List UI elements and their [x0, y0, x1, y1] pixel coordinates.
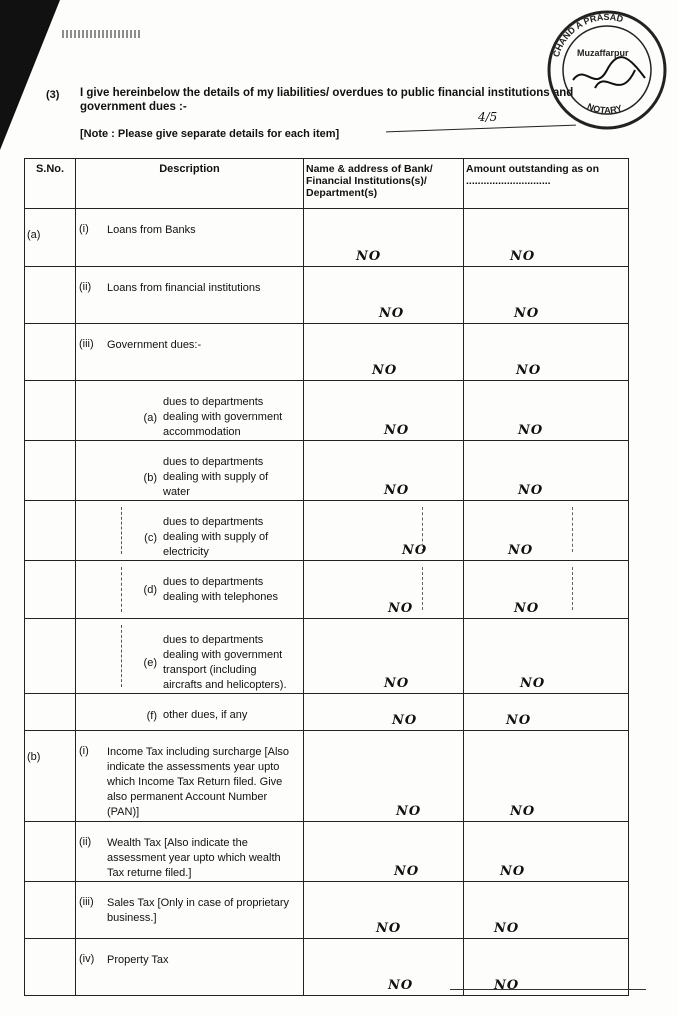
row-description — [76, 822, 304, 882]
handwritten-bank-entry: NO — [396, 804, 422, 819]
handwritten-bank-entry: NO — [384, 483, 410, 498]
row-description — [76, 381, 304, 441]
row-bank — [304, 209, 464, 267]
row-description — [76, 731, 304, 822]
row-bank — [304, 939, 464, 996]
row-sub-label: (d) — [143, 584, 157, 596]
handwritten-amount-entry: NO — [494, 978, 520, 993]
row-amount — [464, 939, 629, 996]
handwritten-amount-entry: NO — [520, 676, 546, 691]
handwritten-bank-entry: NO — [388, 978, 414, 993]
row-description — [76, 939, 304, 996]
row-text: dues to departments dealing with supply of electricity — [163, 516, 269, 558]
row-description — [76, 324, 304, 381]
handwritten-amount-entry: NO — [510, 804, 536, 819]
handwritten-bank-entry: NO — [394, 864, 420, 879]
row-sub-label: (c) — [144, 531, 157, 544]
handwritten-bank-entry: NO — [372, 363, 398, 378]
row-description — [76, 501, 304, 561]
row-number — [76, 515, 107, 560]
row-sno — [25, 381, 76, 441]
header-bank: Name & address of Bank/ Financial Institutions(s)/ Department(s) — [304, 159, 464, 209]
row-number — [76, 633, 107, 693]
table-row — [25, 267, 629, 324]
row-text: Income Tax including surcharge [Also indicate the assessments year upto which Income Tax Return filed. Give also permanent Account Number (PAN)] — [107, 746, 290, 818]
handwritten-amount-entry: NO — [518, 423, 544, 438]
bracket-mark — [121, 625, 122, 687]
handwritten-amount-entry: NO — [516, 363, 542, 378]
row-bank — [304, 267, 464, 324]
row-text: Sales Tax [Only in case of proprietary business.] — [107, 897, 289, 924]
row-bank — [304, 694, 464, 731]
row-sno — [25, 939, 76, 996]
row-sub-label: (b) — [143, 471, 157, 484]
table-row — [25, 939, 629, 996]
row-text: Wealth Tax [Also indicate the assessment year upto which wealth Tax returne filed.] — [107, 837, 281, 879]
row-text: dues to departments dealing with government accommodation — [163, 396, 283, 438]
row-sno — [25, 441, 76, 501]
bottom-rule — [450, 989, 646, 990]
row-number: (iii) — [79, 338, 94, 350]
row-bank — [304, 324, 464, 381]
row-sno — [25, 882, 76, 939]
handwritten-bank-entry: NO — [384, 676, 410, 691]
table-row — [25, 324, 629, 381]
signature-scribble — [573, 57, 645, 88]
row-description — [76, 619, 304, 694]
dashed-mark — [422, 567, 423, 610]
row-sno — [25, 209, 76, 267]
bracket-mark — [121, 567, 122, 612]
table-row — [25, 209, 629, 267]
row-description — [76, 561, 304, 619]
dashed-mark — [572, 567, 573, 610]
row-number — [76, 395, 107, 440]
table-row — [25, 619, 629, 694]
row-amount — [464, 441, 629, 501]
row-sno — [25, 731, 76, 822]
row-amount — [464, 324, 629, 381]
handwritten-bank-entry: NO — [392, 713, 418, 728]
paragraph-number: (3) — [46, 89, 60, 101]
row-sub-label: (f) — [146, 709, 157, 722]
handwritten-amount-entry: NO — [506, 713, 532, 728]
row-description — [76, 694, 304, 731]
handwritten-amount-entry: NO — [514, 306, 540, 321]
row-text: Property Tax — [107, 954, 169, 966]
row-number: (ii) — [79, 281, 92, 293]
row-text: Loans from financial institutions — [107, 282, 261, 294]
table-row — [25, 882, 629, 939]
row-amount — [464, 561, 629, 619]
row-sno — [25, 324, 76, 381]
dashed-mark — [422, 507, 423, 552]
row-sno — [25, 501, 76, 561]
row-text: other dues, if any — [163, 709, 248, 721]
row-description — [76, 882, 304, 939]
row-sno — [25, 694, 76, 731]
row-text: Loans from Banks — [107, 224, 196, 236]
table-row — [25, 694, 629, 731]
row-sub-label: (e) — [143, 657, 157, 669]
handwritten-amount-entry: NO — [494, 921, 520, 936]
row-number — [76, 708, 107, 723]
row-amount — [464, 694, 629, 731]
scan-shadow-corner — [0, 0, 60, 150]
handwritten-amount-entry: NO — [518, 483, 544, 498]
row-bank — [304, 731, 464, 822]
row-sno-label: (b) — [27, 751, 41, 763]
row-amount — [464, 267, 629, 324]
intro-text: I give hereinbelow the details of my liabilities/ overdues to public financial institutions and government dues :- — [80, 87, 574, 113]
seal-arc-text: CHAND A PRASAD — [550, 11, 625, 59]
row-number: (iv) — [79, 953, 95, 965]
row-bank — [304, 381, 464, 441]
row-sno-label: (a) — [27, 229, 41, 241]
row-bank — [304, 501, 464, 561]
table-row — [25, 561, 629, 619]
seal-bottom-text: NOTARY — [585, 101, 624, 116]
notary-seal — [535, 8, 675, 136]
row-amount — [464, 731, 629, 822]
table-row — [25, 501, 629, 561]
handwritten-bank-entry: NO — [356, 249, 382, 264]
table-row — [25, 441, 629, 501]
table-row — [25, 731, 629, 822]
row-number — [76, 575, 107, 605]
row-bank — [304, 882, 464, 939]
handwritten-amount-entry: NO — [510, 249, 536, 264]
header-description: Description — [76, 159, 304, 209]
row-amount — [464, 882, 629, 939]
table-row — [25, 822, 629, 882]
row-amount — [464, 209, 629, 267]
row-sno — [25, 822, 76, 882]
row-amount — [464, 501, 629, 561]
row-description — [76, 441, 304, 501]
dashed-mark — [572, 507, 573, 552]
liabilities-table — [24, 158, 629, 996]
ink-smudge — [62, 30, 142, 38]
row-bank — [304, 561, 464, 619]
row-number: (iii) — [79, 896, 94, 908]
row-sno — [25, 619, 76, 694]
bracket-mark — [121, 507, 122, 554]
header-amount: Amount outstanding as on ............................. — [464, 159, 629, 209]
handwritten-amount-entry: NO — [508, 543, 534, 558]
row-number: (ii) — [79, 836, 92, 848]
row-text: dues to departments dealing with supply of water — [163, 456, 269, 498]
row-text: Government dues:- — [107, 339, 202, 351]
handwritten-bank-entry: NO — [376, 921, 402, 936]
row-amount — [464, 822, 629, 882]
row-number: (i) — [79, 223, 89, 235]
row-text: dues to departments dealing with telephones — [163, 576, 278, 603]
table-row — [25, 381, 629, 441]
handwritten-bank-entry: NO — [379, 306, 405, 321]
handwritten-page-mark: 4/5 — [478, 110, 498, 124]
svg-text:NOTARY — [586, 101, 623, 115]
row-amount — [464, 381, 629, 441]
row-sno — [25, 267, 76, 324]
handwritten-bank-entry: NO — [384, 423, 410, 438]
row-description — [76, 267, 304, 324]
row-bank — [304, 822, 464, 882]
table-header-row — [25, 159, 629, 209]
handwritten-bank-entry: NO — [402, 543, 428, 558]
row-text: dues to departments dealing with government transport (including aircrafts and helicopters). — [163, 634, 287, 691]
row-bank — [304, 441, 464, 501]
row-bank — [304, 619, 464, 694]
handwritten-bank-entry: NO — [388, 601, 414, 616]
note-text: [Note : Please give separate details for each item] — [80, 128, 340, 140]
header-sno: S.No. — [25, 159, 76, 209]
seal-center-text: Muzaffarpur — [577, 48, 629, 58]
handwritten-amount-entry: NO — [514, 601, 540, 616]
row-sub-label: (a) — [143, 411, 157, 424]
row-number: (i) — [79, 745, 89, 757]
row-number — [76, 455, 107, 500]
row-sno — [25, 561, 76, 619]
row-amount — [464, 619, 629, 694]
handwritten-amount-entry: NO — [500, 864, 526, 879]
row-description — [76, 209, 304, 267]
